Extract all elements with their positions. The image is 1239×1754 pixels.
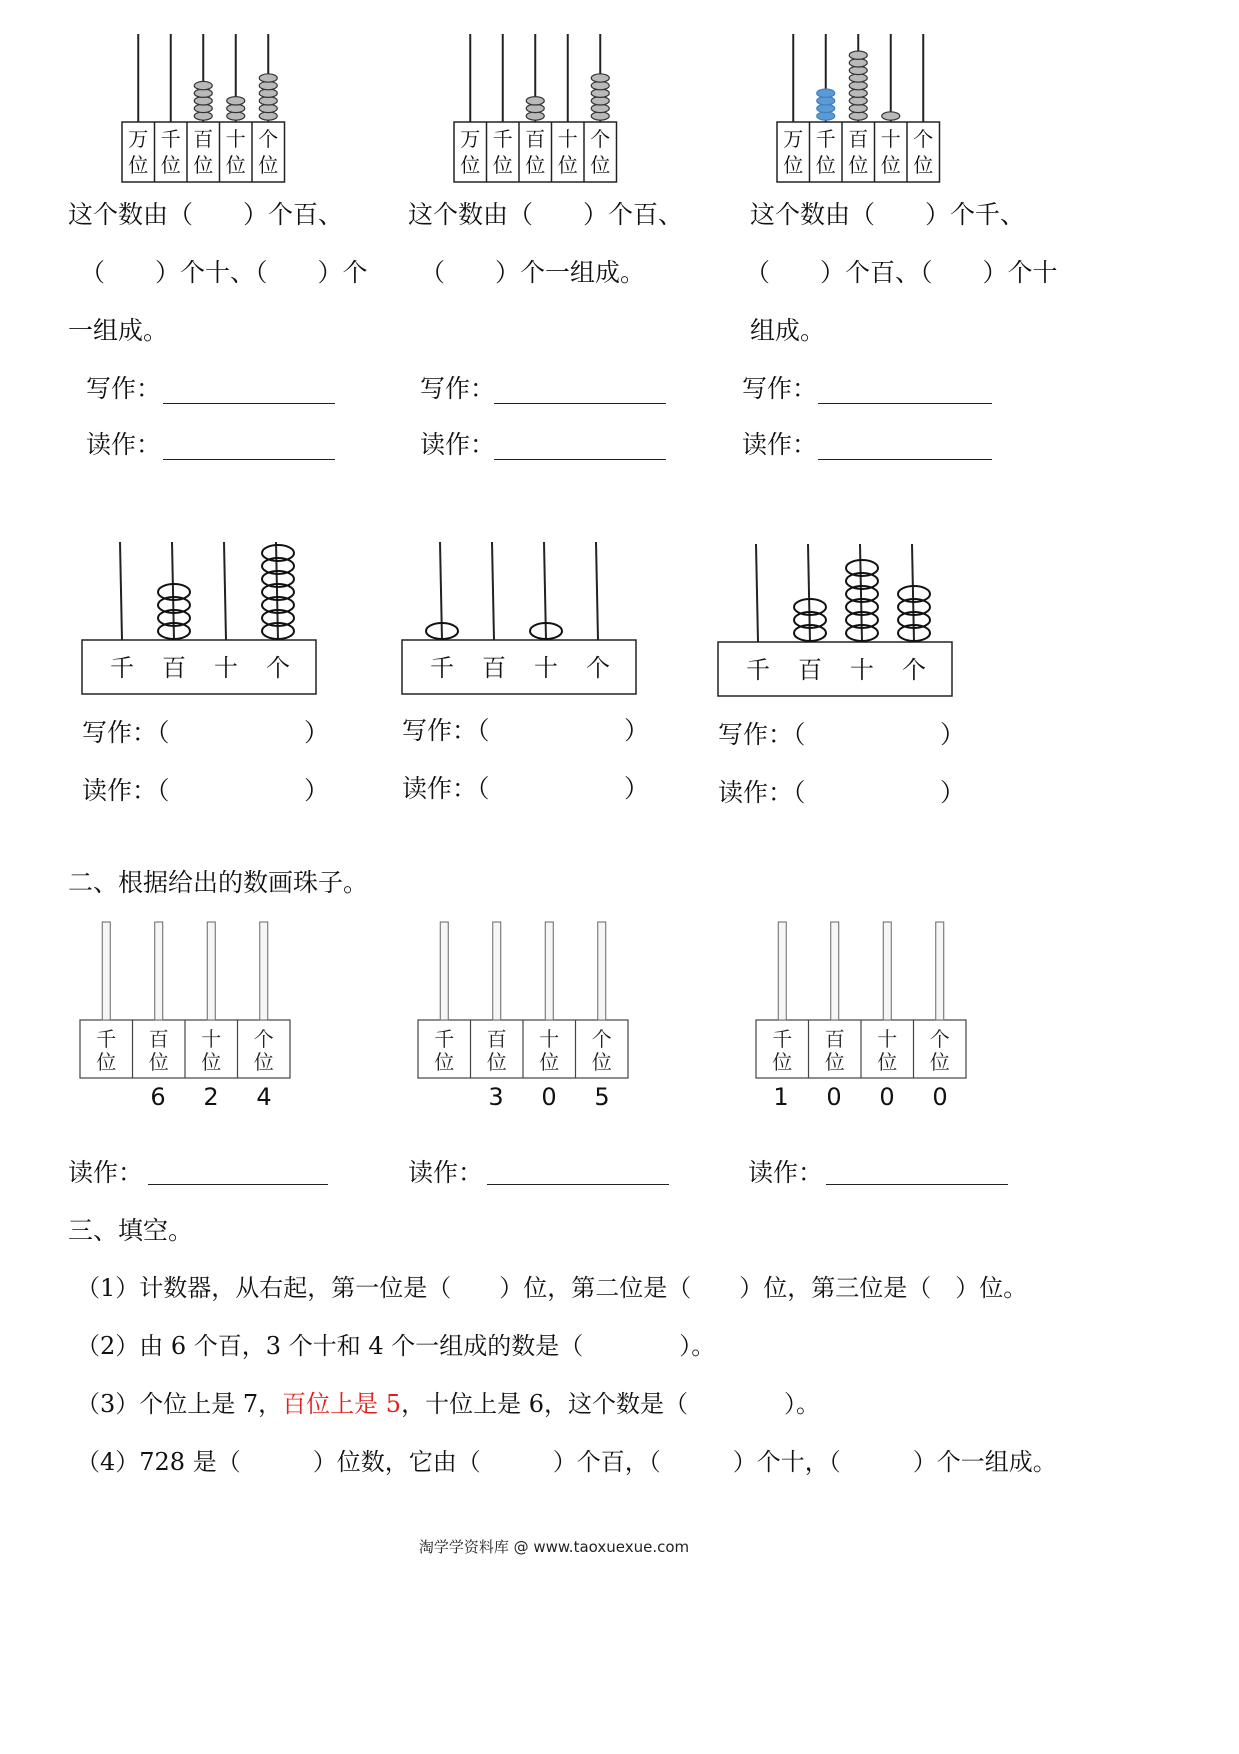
draw-1-digit-hundreds: 6 xyxy=(150,1083,166,1111)
place-label-ge: 个 xyxy=(590,127,611,151)
place-label-wan-wei: 位 xyxy=(783,153,804,177)
rod-tens xyxy=(545,922,553,1020)
place-label-qian-wei: 位 xyxy=(160,153,181,177)
place-label-wan: 万 xyxy=(783,127,804,151)
place-label-ge-wei: 位 xyxy=(913,153,934,177)
mid-3-write-label: 写作：（ xyxy=(718,720,806,749)
mid-2-write-label: 写作：（ xyxy=(402,716,490,745)
place-label-ge-wei: 位 xyxy=(258,153,279,177)
rod-hundreds xyxy=(493,922,501,1020)
place-label-thousands: 千 xyxy=(110,654,134,682)
place-label-tens: 十 xyxy=(214,654,238,682)
problem-2-line-2: （ ）个一组成。 xyxy=(420,258,646,287)
draw-3-digit-thousands: 1 xyxy=(773,1083,789,1111)
place-label-ones-wei: 位 xyxy=(929,1050,950,1074)
problem-3-line-1: 这个数由（ ）个千、 xyxy=(750,200,1026,229)
place-label-qian-wei: 位 xyxy=(815,153,836,177)
place-label-bai: 百 xyxy=(525,127,546,151)
place-label-bai-wei: 位 xyxy=(525,153,546,177)
mid-1-read-label: 读作：（ xyxy=(82,776,170,805)
place-label-shi: 十 xyxy=(225,127,246,151)
rod-hundreds xyxy=(492,542,494,640)
section-2-title: 二、根据给出的数画珠子。 xyxy=(68,868,369,897)
question-3 xyxy=(76,1392,820,1416)
place-label-shi: 十 xyxy=(880,127,901,151)
problem-2-write-blank[interactable] xyxy=(494,403,666,404)
problem-3-write-label: 写作： xyxy=(742,374,818,403)
place-label-hundreds-wei: 位 xyxy=(824,1050,845,1074)
rod-hundreds xyxy=(155,922,163,1020)
draw-2-read-blank[interactable] xyxy=(487,1184,669,1185)
place-label-shi: 十 xyxy=(557,127,578,151)
rod-thousands xyxy=(778,922,786,1020)
abacus-draw-beads-2[interactable] xyxy=(416,920,631,1085)
place-label-ones-wei: 位 xyxy=(591,1050,612,1074)
place-label-bai: 百 xyxy=(193,127,214,151)
place-label-tens: 十 xyxy=(539,1027,560,1051)
rod-ones xyxy=(596,542,598,640)
draw-3-digit-ones: 0 xyxy=(932,1083,948,1111)
bead-bai xyxy=(194,81,212,89)
rod-tens xyxy=(544,542,546,640)
place-label-thousands-wei: 位 xyxy=(772,1050,793,1074)
place-label-hundreds-wei: 位 xyxy=(486,1050,507,1074)
place-label-shi-wei: 位 xyxy=(557,153,578,177)
place-label-wan-wei: 位 xyxy=(128,153,149,177)
problem-1-read-label: 读作： xyxy=(86,430,162,459)
draw-3-read-blank[interactable] xyxy=(826,1184,1008,1185)
draw-1-read-blank[interactable] xyxy=(148,1184,328,1185)
rod-tens xyxy=(207,922,215,1020)
place-label-thousands: 千 xyxy=(434,1027,455,1051)
question-3-part-a: （3）个位上是 7， xyxy=(76,1390,283,1418)
mid-1-write-close: ） xyxy=(304,718,330,747)
place-label-wan-wei: 位 xyxy=(460,153,481,177)
mid-3-read-label: 读作：（ xyxy=(718,778,806,807)
place-label-hundreds: 百 xyxy=(486,1027,507,1051)
place-label-hundreds: 百 xyxy=(798,656,822,684)
place-label-thousands: 千 xyxy=(772,1027,793,1051)
bead-ge xyxy=(591,74,609,82)
place-label-thousands-wei: 位 xyxy=(434,1050,455,1074)
problem-1-line-1: 这个数由（ ）个百、 xyxy=(68,200,344,229)
abacus-four-rods-2 xyxy=(400,538,640,698)
bead-ge xyxy=(259,74,277,82)
draw-2-read-label: 读作： xyxy=(408,1158,484,1187)
draw-3-digit-hundreds: 0 xyxy=(826,1083,842,1111)
place-label-qian: 千 xyxy=(815,127,836,151)
place-label-hundreds: 百 xyxy=(148,1027,169,1051)
place-label-tens: 十 xyxy=(877,1027,898,1051)
draw-3-read-label: 读作： xyxy=(748,1158,824,1187)
mid-2-read-close: ） xyxy=(624,774,650,803)
place-label-bai-wei: 位 xyxy=(193,153,214,177)
place-label-ge: 个 xyxy=(258,127,279,151)
abacus-four-rods-1 xyxy=(80,538,320,698)
abacus-draw-beads-1[interactable] xyxy=(78,920,293,1085)
place-label-ge-wei: 位 xyxy=(590,153,611,177)
draw-2-digit-ones: 5 xyxy=(594,1083,610,1111)
place-label-tens-wei: 位 xyxy=(877,1050,898,1074)
place-label-hundreds: 百 xyxy=(824,1027,845,1051)
place-label-shi-wei: 位 xyxy=(880,153,901,177)
question-3-part-b: ，十位上是 6，这个数是（ ）。 xyxy=(401,1390,820,1418)
question-4: （4）728 是（ ）位数，它由（ ）个百，（ ）个十，（ ）个一组成。 xyxy=(76,1448,1057,1476)
problem-1-write-label: 写作： xyxy=(86,374,162,403)
mid-3-read-close: ） xyxy=(940,778,966,807)
place-label-ones: 个 xyxy=(253,1027,274,1051)
draw-1-digit-ones: 4 xyxy=(256,1083,272,1111)
place-label-tens: 十 xyxy=(850,656,874,684)
draw-2-digit-hundreds: 3 xyxy=(488,1083,504,1111)
mid-2-read-label: 读作：（ xyxy=(402,774,490,803)
place-label-qian: 千 xyxy=(492,127,513,151)
bead-bai xyxy=(526,97,544,105)
problem-3-line-3: 组成。 xyxy=(750,316,826,345)
place-label-ge: 个 xyxy=(913,127,934,151)
rod-tens xyxy=(224,542,226,640)
problem-2-read-blank[interactable] xyxy=(494,459,666,460)
rod-thousands xyxy=(440,922,448,1020)
mid-3-write-close: ） xyxy=(940,720,966,749)
place-label-tens-wei: 位 xyxy=(201,1050,222,1074)
rod-thousands xyxy=(120,542,122,640)
place-label-ones: 个 xyxy=(591,1027,612,1051)
place-label-thousands: 千 xyxy=(96,1027,117,1051)
abacus-four-rods-3 xyxy=(716,540,956,700)
draw-1-digit-tens: 2 xyxy=(203,1083,219,1111)
question-3-highlight: 百位上是 5 xyxy=(282,1390,402,1418)
rod-thousands xyxy=(102,922,110,1020)
place-label-ones-wei: 位 xyxy=(253,1050,274,1074)
draw-1-read-label: 读作： xyxy=(68,1158,144,1187)
problem-1-line-2: （ ）个十、（ ）个 xyxy=(80,258,368,287)
question-2: （2）由 6 个百，3 个十和 4 个一组成的数是（ ）。 xyxy=(76,1332,716,1360)
bead-shi xyxy=(227,97,245,105)
place-label-wan: 万 xyxy=(128,127,149,151)
place-label-hundreds-wei: 位 xyxy=(148,1050,169,1074)
place-label-thousands: 千 xyxy=(746,656,770,684)
section-3-title: 三、填空。 xyxy=(68,1216,194,1245)
place-label-tens: 十 xyxy=(534,654,558,682)
rod-thousands xyxy=(440,542,442,640)
abacus-five-rods-2 xyxy=(452,30,627,185)
place-label-wan: 万 xyxy=(460,127,481,151)
place-label-qian: 千 xyxy=(160,127,181,151)
place-label-thousands: 千 xyxy=(430,654,454,682)
place-label-hundreds: 百 xyxy=(482,654,506,682)
place-label-ones: 个 xyxy=(929,1027,950,1051)
abacus-five-rods-3 xyxy=(775,30,950,185)
place-label-bai: 百 xyxy=(848,127,869,151)
bead-shi xyxy=(882,112,900,120)
place-label-ones: 个 xyxy=(586,654,610,682)
problem-2-read-label: 读作： xyxy=(420,430,496,459)
problem-2-line-1: 这个数由（ ）个百、 xyxy=(408,200,684,229)
rod-hundreds xyxy=(831,922,839,1020)
problem-1-line-3: 一组成。 xyxy=(68,316,169,345)
place-label-qian-wei: 位 xyxy=(492,153,513,177)
place-label-tens-wei: 位 xyxy=(539,1050,560,1074)
question-1: （1）计数器，从右起，第一位是（ ）位，第二位是（ ）位，第三位是（ ）位。 xyxy=(76,1274,1028,1302)
rod-tens xyxy=(883,922,891,1020)
bead-bai xyxy=(849,51,867,59)
problem-3-read-blank[interactable] xyxy=(818,459,992,460)
problem-3-write-blank[interactable] xyxy=(818,403,992,404)
mid-1-write-label: 写作：（ xyxy=(82,718,170,747)
abacus-draw-beads-3[interactable] xyxy=(754,920,969,1085)
rod-thousands xyxy=(756,544,758,642)
footer-watermark: 淘学学资料库 @ www.taoxuexue.com xyxy=(418,1538,690,1556)
mid-1-read-close: ） xyxy=(304,776,330,805)
place-label-bai-wei: 位 xyxy=(848,153,869,177)
rod-ones xyxy=(598,922,606,1020)
problem-3-line-2: （ ）个百、（ ）个十 xyxy=(745,258,1058,287)
place-label-thousands-wei: 位 xyxy=(96,1050,117,1074)
place-label-ones: 个 xyxy=(266,654,290,682)
problem-3-read-label: 读作： xyxy=(742,430,818,459)
rod-ones xyxy=(936,922,944,1020)
rod-ones xyxy=(260,922,268,1020)
problem-1-read-blank[interactable] xyxy=(163,459,335,460)
problem-2-write-label: 写作： xyxy=(420,374,496,403)
mid-2-write-close: ） xyxy=(624,716,650,745)
problem-1-write-blank[interactable] xyxy=(163,403,335,404)
place-label-shi-wei: 位 xyxy=(225,153,246,177)
draw-2-digit-tens: 0 xyxy=(541,1083,557,1111)
place-label-hundreds: 百 xyxy=(162,654,186,682)
place-label-tens: 十 xyxy=(201,1027,222,1051)
draw-3-digit-tens: 0 xyxy=(879,1083,895,1111)
place-label-ones: 个 xyxy=(902,656,926,684)
abacus-five-rods-1 xyxy=(120,30,295,185)
bead-qian xyxy=(817,89,835,97)
